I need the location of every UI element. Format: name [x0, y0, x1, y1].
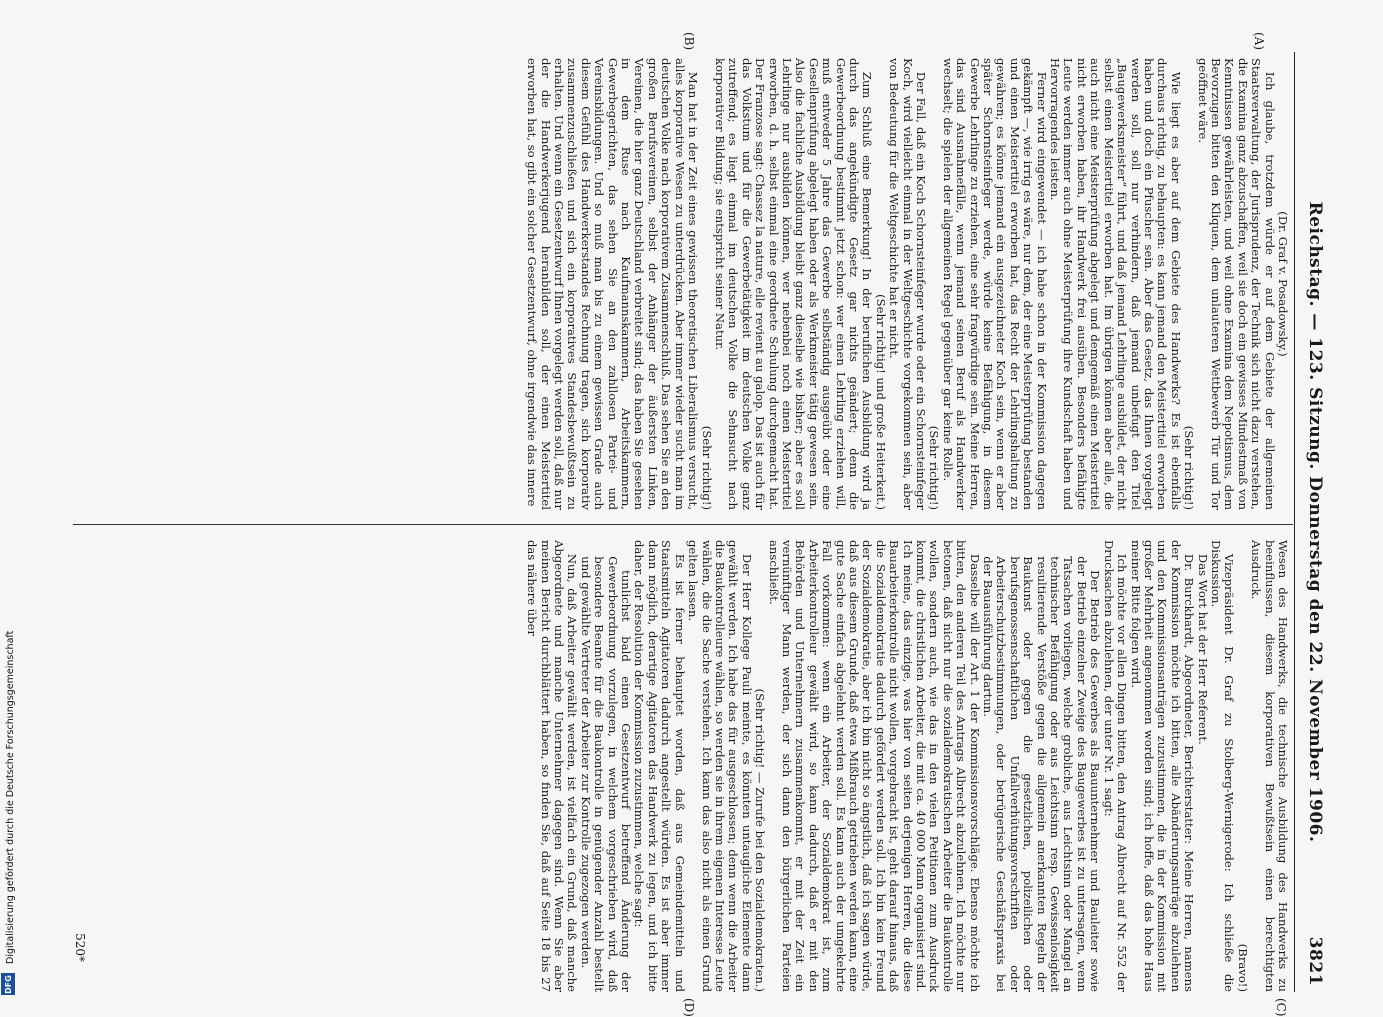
- paragraph: Ferner wird eingewendet — ich habe schon in der Kommission dagegen gekämpft —, wie irrig es wäre, nur dem, der eine Meisterprüfung bestanden und einen Meistertitel erworben hat, das Recht der Lehrlingshaltung zu gewähren; es könne jemand ein ausgezeichneter Koch sein, wenn er aber später Schornsteinfeger werde, würde keine Befähigung, in diesem Gewerbe Lehrlinge zu erziehen, eine sehr fragwürdige sein. Meine Herren, das sind Ausnahmefälle, wenn jemand seinen Beruf als Handwerker wechselt; die spielen der allgemeinen Regel gegenüber gar keine Rolle.: [940, 58, 1049, 510]
- paragraph: Zum Schluß eine Bemerkung! In der beruflichen Ausbildung wird ja durch das angekündigte Gesetz gar nichts geändert; denn die Gewerbeordnung bestimmt jetzt schon: wer einen Lehrling erziehen will, muß entweder 5 Jahre das Gewerbe selbständig ausgeübt oder eine Gesellenprüfung abgelegt haben oder als Werkmeister tätig gewesen sein. Also die fachliche Ausbildung bleibt ganz dieselbe wie bisher; aber es soll Lehrlinge nur ausbilden können, wer nebenbei noch einen Meistertitel erworben, d. h. selbst einmal eine geordnete Schulung durchgemacht hat. Der Franzose sagt: Chassez la nature, elle revient au galop. Das ist auch für das Volkstum und für die Gewerbetätigkeit im deutschen Volke ganz zutreffend; es liegt einmal im deutschen Volke die Sehnsucht nach korporativer Bildung; sie entspricht seiner Natur.: [712, 58, 875, 510]
- interjection: (Sehr richtig! — Zurufe bei den Sozialdemokraten.): [753, 688, 768, 992]
- interjection: (Bravo!): [1235, 943, 1250, 992]
- column-separator: [73, 524, 1293, 525]
- interjection: (Sehr richtig!): [1182, 425, 1197, 510]
- rotated-page: [67, 32, 1327, 1017]
- credit-text: Digitalisierung gefördert durch die Deutsche Forschungsgemeinschaft: [5, 630, 16, 964]
- paragraph: Man hat in der Zeit eines gewissen theoretischen Liberalismus versucht, alles korporative Wesen zu unterdrücken. Aber immer wieder sucht man im deutschen Volke nach korporativem Zusammenschluß. Das sehen Sie an den großen Berufsvereinen, selbst der Anhänger der äußersten Linken, Vereinen, die hier ganz Deutschland verbreitet sind; das haben Sie gesehen in dem Ruse nach Kaufmannskammern, Arbeitskammern, Gewerbegerichten, das sehen Sie an den zahllosen Partei- und Vereinsbildungen. Und so muß man bis zu einem gewissen Grade auch diesem Gefühl des Handwerkerstandes Rechnung tragen, sich korporativ zusammenzuschließen und sich ein korporatives Standesbewußtsein zu erhalten. Und wenn ein Gesetzentwurf Ihnen vorgelegt werden soll, daß nur der die Handwerkerjugend heranbilden soll, der einen Meistertitel erworben hat, so gibt ein solcher Gesetzentwurf, ohne irgendwie das innere: [525, 58, 701, 510]
- margin-letter-d: (D): [682, 998, 696, 1017]
- paragraph: Ich glaube, trotzdem würde er auf dem Gebiete der allgemeinen Staatsverwaltung, der Jurisprudenz, der Technik sich nicht dazu verstehen, die Examina ganz abzuschaffen, weil sie doch ein gewisses Mindestmaß von Kenntnissen gewährleisten, und weil ohne Examina dem Nepotismus, dem Bevorzugen bitten den Kliquen, dem unlauteren Wettbewerb Tür und Tor geöffnet wäre.: [1195, 58, 1277, 510]
- paragraph: Wie liegt es aber auf dem Gebiete des Handwerks? Es ist ebenfalls durchaus richtig, zu behaupten: es kann jemand den Meistertitel erworben haben und doch ein Pfuscher sein. Aber das Gesetz, das Ihnen vorgelegt werden soll, soll nur verhindern, daß jemand unbefugt den Titel „Baugewerksmeister“ führt, und daß jemand Lehrlinge ausbildet, der nicht selbst einen Meistertitel erworben hat. Im übrigen können aber alle, die auch nicht eine Meisterprüfung abgelegt und demgemäß einen Meistertitel nicht erworben haben, ihr Handwerk frei ausüben. Besonders befähigte Leute werden immer auch ohne Meisterprüfung ihre Kundschaft haben und Hervorragendes leisten.: [1048, 58, 1183, 510]
- right-column: [525, 540, 1289, 992]
- quotation: tunlichst bald einen Gesetzentwurf betreffend Änderung der Gewerbeordnung vorzulegen, in welchem vorgeschrieben wird, daß besondere Beamte für die Baukontrolle in genügender Anzahl bestellt und gewählte Vertreter der Arbeiter zur Kontrolle zugezogen werden.: [578, 556, 634, 992]
- interjection: (Sehr richtig!): [927, 425, 942, 510]
- page-header: [1299, 52, 1325, 992]
- left-column: [525, 58, 1289, 510]
- margin-letter-b: (B): [682, 32, 696, 51]
- paragraph: Der Fall, daß ein Koch Schornsteinfeger wurde oder ein Schornsteinfeger Koch, wird vielleicht einmal in der Weltgeschichte vorgekommen sein, aber von Bedeutung für die Weltgeschichte hat er nicht.: [887, 58, 929, 510]
- paragraph: Wesen des Handwerks, die technische Ausbildung des Handwerks zu beeinflussen, diesem korporativen Bewußtsein einen berechtigten Ausdruck.: [1249, 540, 1290, 992]
- digitization-credit: [2, 0, 18, 996]
- header-rule: [1294, 52, 1295, 992]
- speaker-note: (Dr. Graf v. Posadowsky.): [1276, 211, 1290, 357]
- paragraph: Es ist ferner behauptet worden, daß aus Gemeindemitteln und Staatsmitteln Agitatoren dadurch angestellt würden. Es ist aber immer dann möglich, derartige Agitatoren das Handwerk zu legen, und ich bitte daher, der Resolution der Kommission zuzustimmen, welche sagt:: [632, 540, 687, 992]
- paragraph: Ich möchte vor allen Dingen bitten, den Antrag Albrecht auf Nr. 552 der Drucksachen abzulehnen, der unter Nr. 1 sagt:: [1101, 540, 1130, 992]
- speaker-paragraph: Vizepräsident Dr. Graf zu Stolberg-Wernigerode: Ich schließe die Diskussion.: [1208, 540, 1237, 992]
- paragraph: Das Wort hat der Herr Referent.: [1195, 553, 1210, 745]
- paragraph: Nun, daß Arbeiter gewählt werden, ist vielfach ein Grund, daß manche Abgeordnete und manche Unternehmer dagegen sind. Wenn Sie aber meinen Bericht durchblättert haben, so finden Sie, daß auf Seite 18 bis 27 das nähere über: [525, 540, 580, 992]
- signature-mark: 520*: [73, 933, 87, 962]
- margin-letter-c: (C): [1274, 998, 1288, 1017]
- dfg-logo: [1, 973, 15, 995]
- speaker-paragraph: Dr. Burckhardt, Abgeordneter, Berichterstatter: Meine Herren, namens der Kommission möchte ich bitten, alle Abänderungsanträge abzulehnen und den Kommissionsanträgen zuzustimmen, die in der Kommission mit großer Mehrheit angenommen worden sind; ich hoffe, daß das hohe Haus meiner Bitte folgen wird.: [1128, 540, 1197, 992]
- header-title: Reichstag. — 123. Sitzung. Donnerstag den 22. November 1906.: [1305, 201, 1325, 843]
- quotation: Der Betrieb des Gewerbes als Bauunternehmer und Bauleiter sowie der Betrieb einzelner Zweige des Baugewerbes ist zu untersagen, wenn Tatsachen vorliegen, welche grobliche, aus Leichtsinn oder Mangel an technischer Befähigung oder aus Leichtsinn resp. Gewissenlosigkeit resultierende Verstöße gegen die allgemein anerkannten Regeln der Baukunst oder gegen die gesetzlichen, polizeilichen oder berufsgenossenschaftlichen Unfallverhütungsvorschriften oder Arbeiterschutzbestimmungen, oder betrügerische Geschäftspraxis bei der Bauausführung dartun.: [981, 556, 1103, 992]
- margin-letter-a: (A): [1252, 32, 1266, 51]
- interjection: (Sehr richtig!): [699, 425, 714, 510]
- paragraph: Dasselbe will der Art. 1 der Kommissionsvorschläge. Ebenso möchte ich bitten, den anderen Teil des Antrags Albrecht abzulehnen. Ich möchte nur betonen, daß nicht nur die sozialdemokratischen Arbeiter die Baukontrolle wollen, sondern auch, wie das in den vielen Petitionen zum Ausdruck kommt, die christlichen Arbeiter, die mit ca. 40 000 Mann organisiert sind. Ich meine, das einzige, was hier von seiten derjenigen Herren, die diese Bauarbeiterkontrolle nicht wollen, vorgebracht ist, geht darauf hinaus, daß die Sozialdemokratie dadurch gefördert werden soll. Ich bin kein Freund der Sozialdemokratie, aber ich bin nicht so ängstlich, daß ich sagen würde, daß aus diesem Grunde, daß etwa Mißbrauch getrieben werden kann, eine gute Sache einfach abgelehnt werden soll. Es kann auch der umgekehrte Fall vorkommen: wenn ein Arbeiter, der Sozialdemokrat ist, zum Arbeiterkontrolleur gewählt wird, so kann dadurch, daß er mit den Behörden und Unternehmern zusammenkommt, er mit der Zeit ein vernünftiger Mann werden, der sich dann den bürgerlichen Parteien anschließt.: [766, 540, 982, 992]
- interjection: (Sehr richtig! und große Heiterkeit.): [873, 294, 888, 510]
- page-number: 3821: [1305, 936, 1325, 986]
- dfg-logo-text: DFG: [3, 974, 13, 994]
- paragraph: Der Herr Kollege Pauli meinte, es könnten untaugliche Elemente dann gewählt werden. Ich habe das für ausgeschlossen; denn wenn die Arbeiter die Baukontrolleure wählen, so werden sie in ihrem eigenen Interesse Leute wählen, die die Sache verstehen. Ich kann das also nicht als einen Grund gelten lassen.: [686, 540, 754, 992]
